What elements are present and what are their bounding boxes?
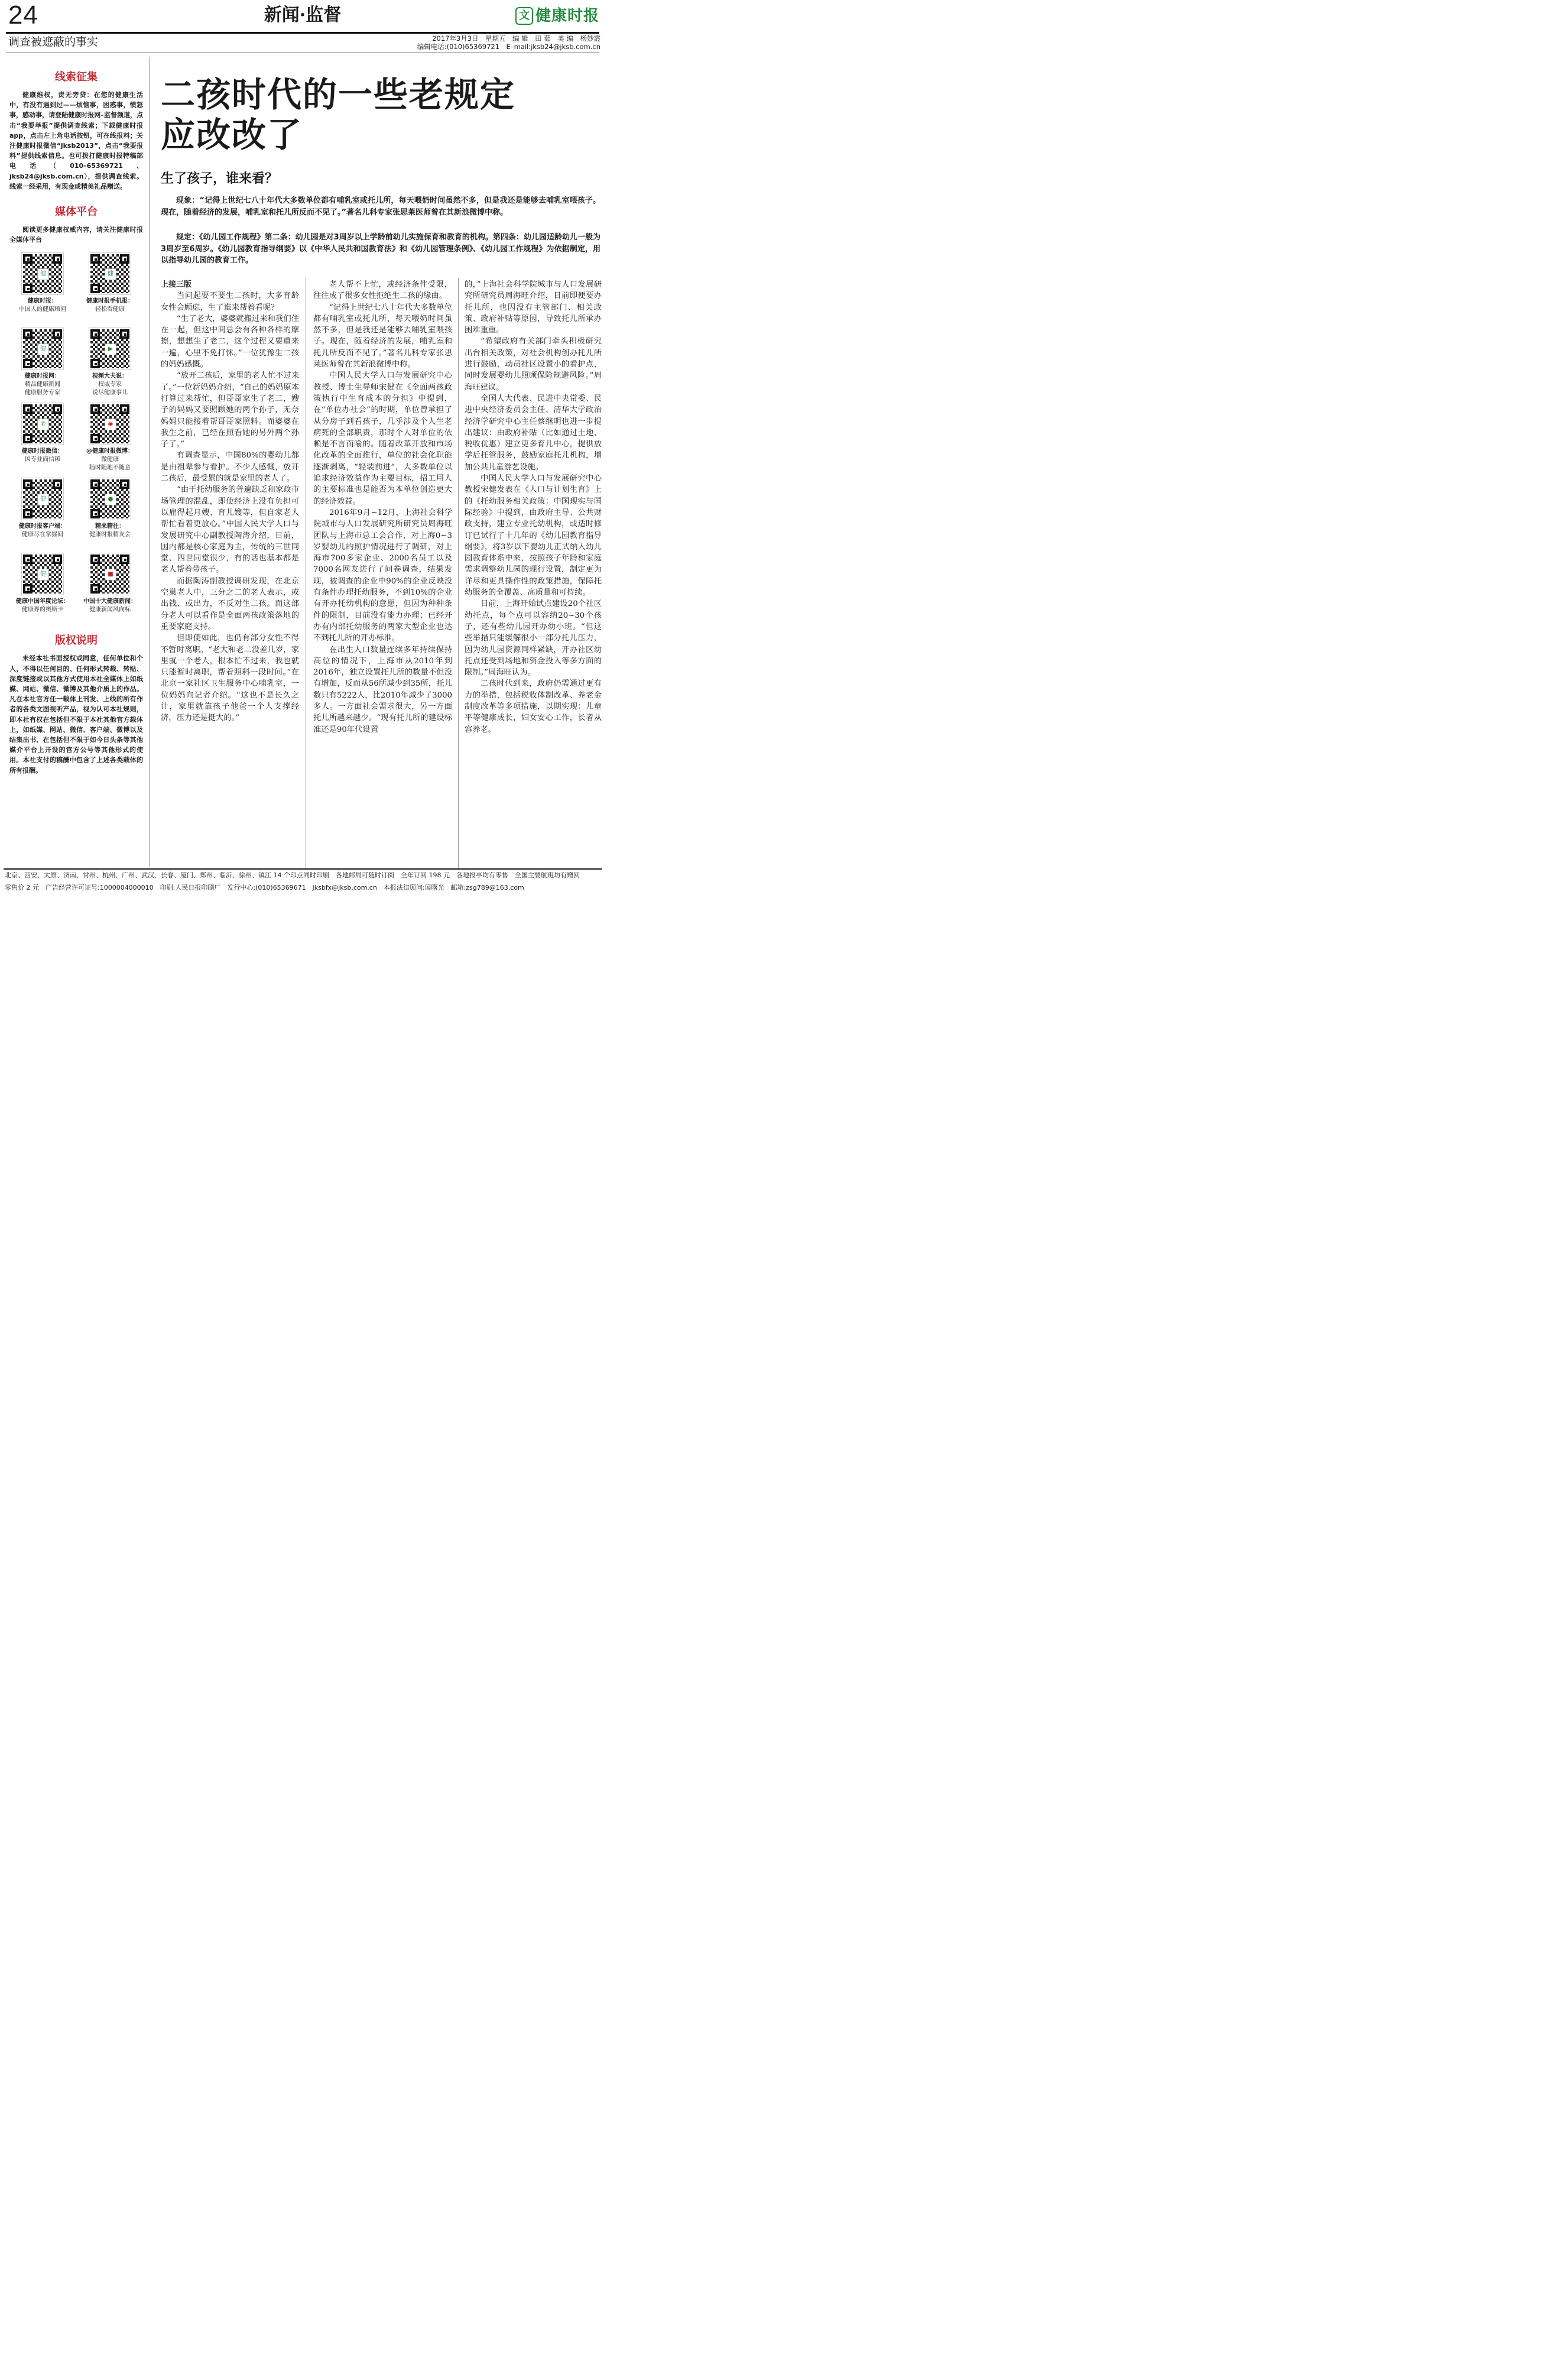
logo-text: 健康时报 bbox=[535, 7, 600, 25]
qr-label: 中国十大健康新闻： bbox=[83, 598, 137, 605]
qr-sub: 权威专家 说尽健康事儿 bbox=[92, 381, 128, 397]
qr-card[interactable] bbox=[9, 400, 76, 475]
qr-card[interactable] bbox=[77, 400, 143, 475]
sidebar-divider bbox=[149, 57, 150, 867]
qr-card[interactable] bbox=[9, 325, 76, 400]
qr-sub: 健康新闻风向标 bbox=[89, 607, 131, 614]
paragraph: 有调查显示，中国80%的婴幼儿都是由祖辈参与看护。不少人感慨，放开二孩后，最受累的就是家里的老人了。 bbox=[161, 451, 299, 484]
paragraph: 目前，上海开始试点建设20个社区幼托点，每个点可以容纳20~30个孩子，还有些幼儿园开办幼小班。“但这些举措只能缓解很小一部分托儿压力，因为幼儿园资源同样紧缺，开办社区幼托点还受到场地和资金投入等多方面的限制。”周海旺认为。 bbox=[465, 599, 602, 677]
article-column-2 bbox=[313, 279, 452, 735]
qr-label: 健康时报手机报： bbox=[86, 298, 134, 305]
paragraph: “生了老大，婆婆就搬过来和我们住在一起，但这中间总会有各种各样的摩擦，想想生了老二，这个过程又要重来一遍，心里不免打怵。”一位犹豫生二孩的妈妈感慨。 bbox=[161, 314, 299, 369]
lead-rule: 规定：《幼儿园工作规程》第二条：幼儿园是对3周岁以上学龄前幼儿实施保育和教育的机构。第四条：幼儿园适龄幼儿一般为3周岁至6周岁。《幼儿园教育指导纲要》以《中华人民共和国教育法》和《幼儿园管理条例》、《幼儿园工作规程》为依据制定，用以指导幼儿园的教育工作。 bbox=[161, 233, 601, 265]
article-column-1 bbox=[161, 279, 299, 724]
column-tagline: 调查被遮蔽的事实 bbox=[8, 35, 99, 48]
column-rule bbox=[458, 278, 459, 869]
qr-code-icon: 健 bbox=[89, 253, 131, 294]
paragraph: 2016年9月~12月，上海社会科学院城市与人口发展研究所研究员周海旺团队与上海市总工会合作，对上海0~3岁婴幼儿的照护情况进行了调研，对上海市700多家企业、2000名员工以及7000名网友进行了问卷调查，结果发现，被调查的企业中90%的企业反映没有条件办理托幼服务，不到10%的企业有开办托幼机构的意愿，但因为种种条件的限制，目前没有能力办理；已经开办有内部托幼服务的两家大型企业也达不到托儿所的开办标准。 bbox=[313, 508, 452, 643]
paragraph: 而据陶涛副教授调研发现，在北京空巢老人中，三分之二的老人表示，或出钱、或出力，不反对生二孩。而这部分老人可以看作是全面两孩政策落地的重要家庭支持。 bbox=[161, 576, 299, 631]
article-column-3 bbox=[465, 279, 602, 735]
article-subhead: 生了孩子，谁来看？ bbox=[161, 171, 278, 186]
qr-code-icon: 健 bbox=[22, 478, 63, 520]
qr-sub: 因专业而信赖 bbox=[25, 456, 60, 463]
paragraph: 全国人大代表、民进中央常委、民进中央经济委员会主任、清华大学政治经济学研究中心主任蔡继明也进一步提出建议：由政府补贴（比如通过土地、税收优惠）建立更多育儿中心，提供放学后托管服务，鼓励家庭托儿机构，增加公共儿童游艺设施。 bbox=[465, 394, 602, 472]
footer-rule bbox=[4, 868, 602, 870]
paragraph: 二孩时代到来，政府仍需通过更有力的举措，包括税收体制改革、养老金制度改革等多项措施，以期实现：儿童平等健康成长，妇女安心工作，长者从容养老。 bbox=[465, 679, 602, 734]
section-title: 新闻·监督 bbox=[264, 5, 342, 25]
copyright-text: 未经本社书面授权或同意，任何单位和个人，不得以任何目的、任何形式转载、转贴、深度链接或以其他方式使用本社全媒体上如纸媒、网站、微信、微博及其他介质上的作品。凡在本社官方任一载体上刊发、上线的所有作者的各类文图视听产品，视为认可本社规则，即本社有权在包括但不限于本社其他官方载体上，如纸媒、网站、微信、客户端、微博以及结集出书、在包括但不限于如今日头条等其他媒介平台上开设的官方公号等其他形式的使用。本社支付的稿酬中包含了上述各类载体的所有报酬。 bbox=[9, 654, 143, 774]
date-editor-line: 2017年3月3日 星期五 编 辑 田 茹 美 编 杨妙霞 bbox=[432, 34, 601, 43]
paragraph: 中国人民大学人口与发展研究中心教授、博士生导师宋健在《全面两孩政策执行中生育成本的分担》中提到，在“单位办社会”的时期，单位曾承担了从分房子到看孩子，几乎涉及个人生老病死的全部职责，那时个人对单位的依赖是不言而喻的。随着改革开放和市场化改革的全面推行，单位的社会化职能逐渐剥离，“轻装前进”，大多数单位以追求经济效益作为主要目标，招工用人的主要标准也是能否为本单位创造更大的经济效益。 bbox=[313, 371, 452, 506]
qr-sub: 中国人的健康顾问 bbox=[19, 306, 66, 313]
copyright-heading: 版权说明 bbox=[55, 634, 98, 647]
paragraph: 的，”上海社会科学院城市与人口发展研究所研究员周海旺介绍，目前即便要办托儿所，也因没有主管部门、相关政策、政府补贴等原因，导致托儿所承办困难重重。 bbox=[465, 280, 602, 335]
page-number: 24 bbox=[8, 1, 38, 30]
qr-sub: 健康时报精友会 bbox=[89, 531, 131, 539]
tips-heading: 线索征集 bbox=[55, 71, 98, 83]
article-headline bbox=[161, 74, 598, 155]
footer-print-line: 北京、西安、太原、济南、常州、杭州、广州、武汉、长春、厦门、郑州、临沂、徐州、镇江 14 个印点同时印刷 各地邮局可随时订阅 全年订阅 198 元 各地报亭均有零售 全国主要航班均有赠阅 bbox=[5, 871, 580, 879]
paragraph: 在出生人口数量连续多年持续保持高位的情况下，上海市从2010年到2016年，独立设置托儿所的数量不但没有增加，反而从56所减少到35所，托儿数只有5222人，比2010年减少了3000多人。一方面社会需求很大，另一方面托儿所越来越少。“现有托儿所的建设标准还是90年代设置 bbox=[313, 645, 452, 734]
qr-code-icon: ■ bbox=[89, 553, 131, 595]
qr-label: 健康时报： bbox=[28, 298, 57, 305]
qr-sub: 健康尽在掌握间 bbox=[22, 531, 63, 539]
qr-label: 健康中国年度论坛： bbox=[16, 598, 69, 605]
qr-code-icon: ▶ bbox=[89, 328, 131, 369]
headline-line-2: 应改改了 bbox=[161, 115, 303, 155]
continued-label: 上接三版 bbox=[161, 280, 192, 289]
qr-code-icon: 健 bbox=[22, 553, 63, 595]
qr-code-icon: ● bbox=[89, 478, 131, 520]
qr-code-icon: 健 bbox=[22, 328, 63, 369]
editor-contact-line: 编辑电话:(010)65369721 E–mail:jksb24@jksb.com.cn bbox=[417, 43, 601, 51]
qr-sub: 微健康 随时随地不随意 bbox=[89, 456, 131, 472]
qr-card[interactable] bbox=[77, 475, 143, 550]
paragraph: “放开二孩后，家里的老人忙不过来了。”一位新妈妈介绍，“自己的妈妈原本打算过来帮忙，但哥哥家生了老二，嫂子的妈妈又要照顾她的两个孙子，无奈妈妈只能接着帮哥哥家照料。而婆婆在我生之前，已经在照看她的另外两个孙子了。” bbox=[161, 371, 299, 449]
footer-info-line: 零售价 2 元 广告经营许可证号:1000004000010 印刷:人民日报印刷厂 发行中心:(010)65369671 jksbfx@jksb.com.cn 本报法律顾问:展曙光 邮箱:zsg789@163.com bbox=[5, 884, 524, 891]
media-text: 阅读更多健康权威内容，请关注健康时报全媒体平台 bbox=[9, 226, 143, 244]
qr-label: 健康时报客户端： bbox=[19, 523, 66, 530]
qr-card[interactable] bbox=[9, 550, 76, 625]
qr-card[interactable] bbox=[77, 550, 143, 625]
qr-label: 视频大夫说： bbox=[92, 373, 128, 380]
media-heading: 媒体平台 bbox=[55, 206, 98, 219]
qr-sub: 轻松看健康 bbox=[95, 306, 125, 313]
tips-text: 健康维权，责无旁贷：在您的健康生活中，有没有遇到过——烦恼事，困惑事，愤怒事，感动事，请登陆健康时报网–监督频道，点击“我要举报”提供调查线索；下载健康时报app，点击左上角电话按钮，可在线报料；关注健康时报微信“jksb2013”，点击“我要报料”提供线索信息。也可拨打健康时报特稿部电话（010–65369721、jksb24@jksb.com.cn），提供调查线索。线索一经采用，有现金或精美礼品赠送。 bbox=[9, 91, 143, 190]
qr-code-icon: ✆ bbox=[22, 403, 63, 445]
paragraph: 当问起要不要生二孩时，大多育龄女性会顾虑，生了谁来帮着看呢？ bbox=[161, 291, 299, 312]
masthead-logo bbox=[515, 6, 602, 26]
qr-card[interactable] bbox=[9, 249, 76, 325]
qr-sub: 精品健康新闻 健康服务专家 bbox=[25, 381, 60, 397]
qr-label: @健康时报微博： bbox=[86, 448, 134, 455]
qr-label: 健康时报微信： bbox=[22, 448, 63, 455]
lead-phenomenon: 现象：“记得上世纪七八十年代大多数单位都有哺乳室或托儿所，每天喂奶时间虽然不多，但是我还是能够去哺乳室喂孩子。现在，随着经济的发展，哺乳室和托儿所反而不见了。”著名儿科专家张思莱医师曾在其新浪微博中称。 bbox=[161, 196, 601, 217]
paragraph: 但即便如此，也仍有部分女性不得不暂时离职。“老大和老二没差几岁，家里就一个老人，根本忙不过来，我也就只能暂时离职，帮着照料一段时间。”在北京一家社区卫生服务中心哺乳室，一位妈妈向记者介绍。“这也不是长久之计，家里就靠孩子他爸一个人支撑经济，压力还是挺大的。” bbox=[161, 634, 299, 723]
header-rule bbox=[6, 32, 599, 34]
sidebar bbox=[9, 70, 143, 776]
qr-label: 精来精往： bbox=[95, 523, 125, 530]
paragraph: “由于托幼服务的普遍缺乏和家政市场管理的混乱，即使经济上没有负担可以雇得起月嫂、育儿嫂等，但自家老人帮忙看着更放心。”中国人民大学人口与发展研究中心副教授陶涛介绍，目前，国内都是核心家庭为主，传统的三世同堂、四世同堂很少，有的话也基本都是老人帮着带孩子。 bbox=[161, 485, 299, 575]
qr-card[interactable] bbox=[9, 475, 76, 550]
paragraph: “希望政府有关部门牵头积极研究出台相关政策，对社会机构创办托儿所进行鼓励，动员社区设置小的看护点，同时发展婴幼儿照顾保险规避风险。”周海旺建议。 bbox=[465, 337, 602, 392]
paragraph: 中国人民大学人口与发展研究中心教授宋健发表在《人口与计划生育》上的《托幼服务相关政策：中国现实与国际经验》中提到，由政府主导、公共财政支持，建立专业托幼机构，或适时修订已试行了十几年的《幼儿园教育指导纲要》，将3岁以下婴幼儿正式纳入幼儿园教育体系中来，按照孩子年龄和家庭需求调整幼儿园的现行设置，制定更为详尽和更具操作性的政策措施，保障托幼服务的全覆盖、高质量和可持续。 bbox=[465, 474, 602, 598]
qr-label: 健康时报网： bbox=[25, 373, 60, 380]
logo-icon: 文 bbox=[515, 7, 533, 25]
qr-code-icon: 健 bbox=[22, 253, 63, 294]
qr-code-icon: ◉ bbox=[89, 403, 131, 445]
qr-card[interactable] bbox=[77, 249, 143, 325]
paragraph: 老人帮不上忙，或经济条件受限，往往成了很多女性拒绝生二孩的缘由。 bbox=[313, 280, 452, 301]
qr-sub: 健康界的奥斯卡 bbox=[22, 607, 63, 614]
qr-card[interactable] bbox=[77, 325, 143, 400]
headline-line-1: 二孩时代的一些老规定 bbox=[161, 74, 516, 115]
qr-grid bbox=[9, 249, 143, 625]
paragraph: “记得上世纪七八十年代大多数单位都有哺乳室或托儿所，每天喂奶时间虽然不多，但是我还是能够去哺乳室喂孩子。现在，随着经济的发展，哺乳室和托儿所反而不见了。”著名儿科专家张思莱医师曾在其新浪微博中称。 bbox=[313, 303, 452, 369]
